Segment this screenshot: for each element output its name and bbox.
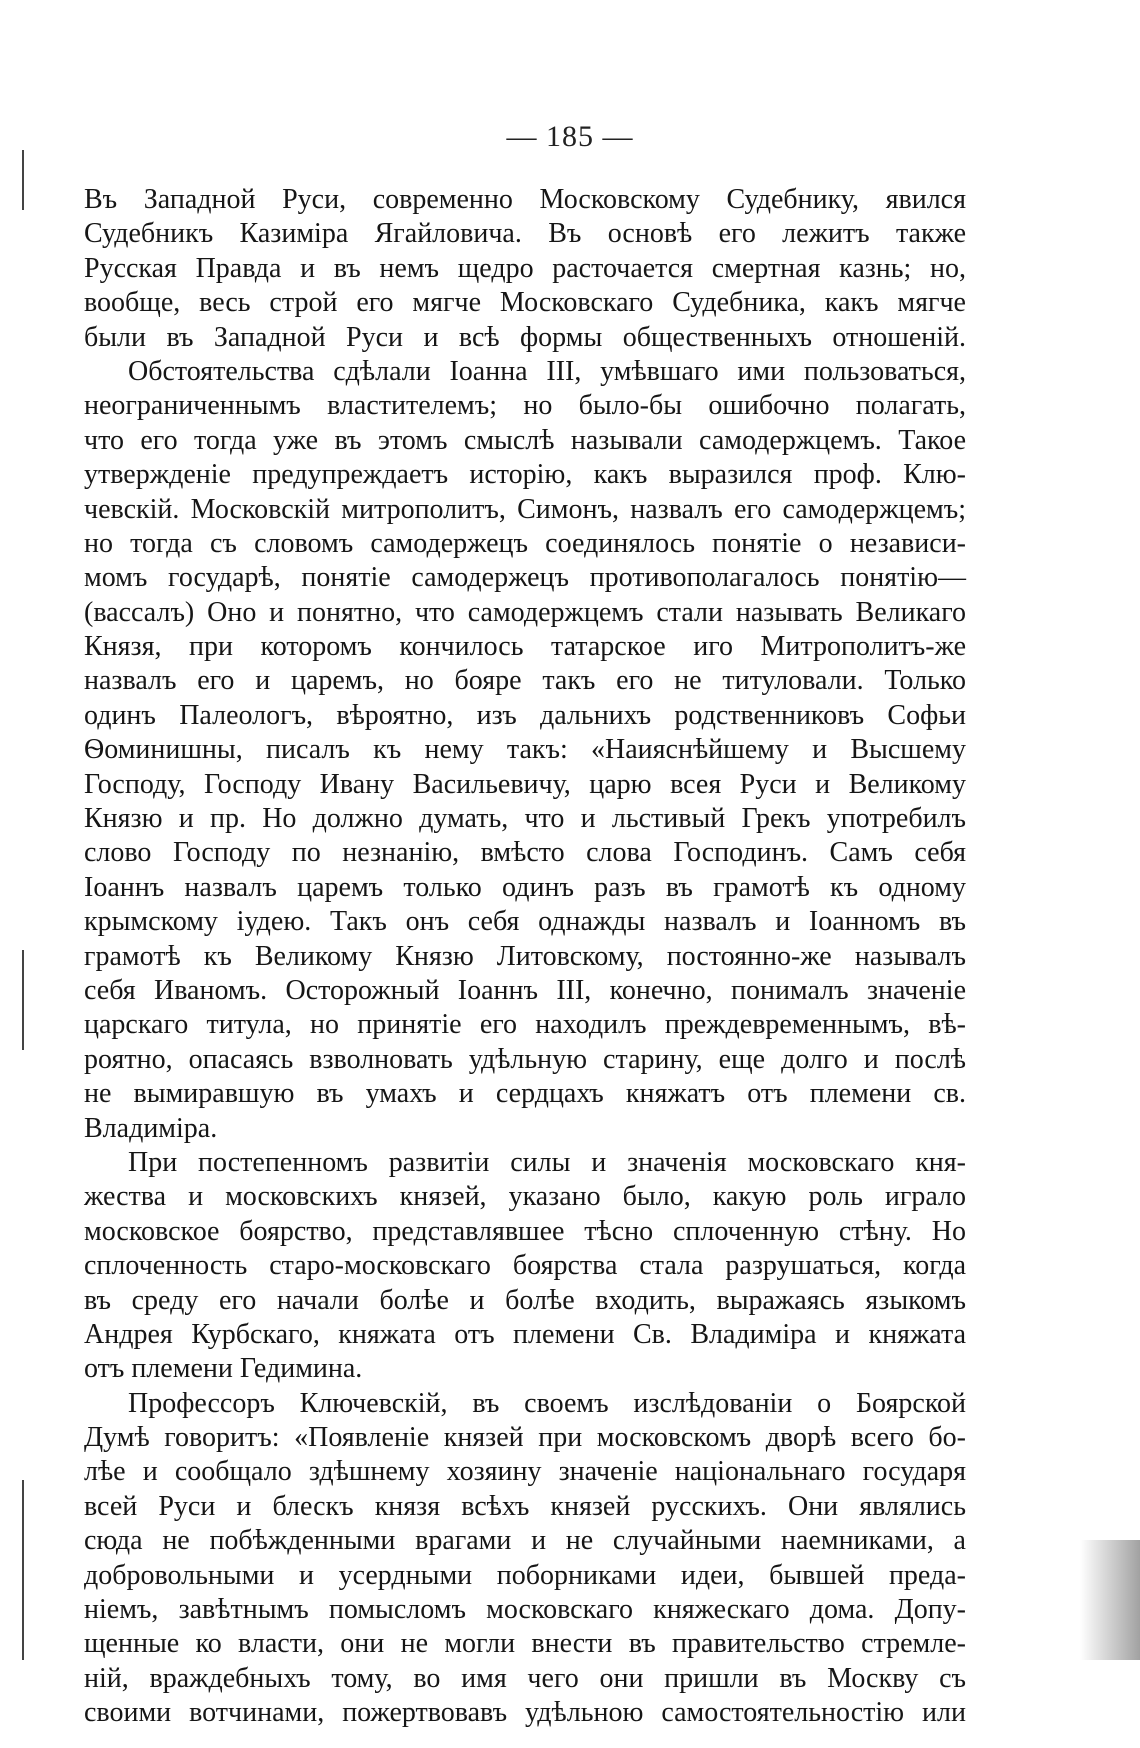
page-number: — 185 — <box>506 120 634 153</box>
text-line: неограниченнымъ властителемъ; но было-бы ошибочно полагать, <box>84 390 966 422</box>
text-line: Въ Западной Руси, современно Московскому Судебнику, явился <box>84 184 966 215</box>
text-line: Судебникъ Казиміра Ягайловича. Въ основѣ его лежитъ также <box>84 218 966 250</box>
text-line: сплоченность старо-московскаго боярства стала разрушаться, когда <box>84 1250 966 1282</box>
text-line: При постепенномъ развитіи силы и значенія московскаго кня- <box>128 1146 966 1178</box>
text-line: Господу, Господу Ивану Васильевичу, царю всея Руси и Великому <box>84 768 966 800</box>
text-line: добровольными и усердными поборниками идеи, бывшей преда- <box>84 1559 966 1591</box>
text-line: Ѳоминишны, писалъ къ нему такъ: «Наияснѣйшему и Высшему <box>84 734 966 766</box>
text-line: назвалъ его и царемъ, но бояре такъ его не титуловали. Только <box>84 665 966 697</box>
text-line: роятно, опасаясь взволновать удѣльную старину, еще долго и послѣ <box>84 1043 966 1075</box>
text-line: Владиміра. <box>84 1112 218 1144</box>
text-line: щенные ко власти, они не могли внести въ правительство стремле- <box>84 1628 966 1660</box>
text-line: слово Господу по незнанію, вмѣсто слова Господинъ. Самъ себя <box>84 837 966 869</box>
text-line: крымскому іудею. Такъ онъ себя однажды назвалъ и Іоанномъ въ <box>84 906 966 938</box>
text-line: отъ племени Гедимина. <box>84 1353 363 1385</box>
text-line: чевскій. Московскій митрополитъ, Симонъ, назвалъ его самодержцемъ; <box>84 493 966 525</box>
text-line: въ среду его начали болѣе и болѣе входить, выражаясь языкомъ <box>84 1284 966 1316</box>
text-line: но тогда съ словомъ самодержецъ соединялось понятіе о независи- <box>84 527 966 559</box>
text-line: ній, враждебныхъ тому, во имя чего они пришли въ Москву съ <box>84 1662 966 1694</box>
body-text <box>84 183 966 1731</box>
text-line: утвержденіе предупреждаетъ исторію, какъ выразился проф. Клю- <box>84 459 966 491</box>
text-line: были въ Западной Руси и всѣ формы общественныхъ отношеній. <box>84 321 966 353</box>
left-margin-rule <box>22 950 24 1050</box>
text-line: Андрея Курбскаго, княжата отъ племени Св. Владиміра и княжата <box>84 1318 966 1350</box>
left-margin-rule <box>22 1480 24 1660</box>
text-line: одинъ Палеологъ, вѣроятно, изъ дальнихъ родственниковъ Софьи <box>84 699 966 731</box>
text-line: грамотѣ къ Великому Князю Литовскому, постоянно-же называлъ <box>84 940 966 972</box>
text-line: своими вотчинами, пожертвовавъ удѣльною самостоятельностію или <box>84 1697 966 1729</box>
text-line: момъ государѣ, понятіе самодержецъ противополагалось понятію— <box>84 562 966 594</box>
text-line: что его тогда уже въ этомъ смыслѣ называли самодержцемъ. Такое <box>84 424 966 456</box>
text-line: (вассалъ) Оно и понятно, что самодержцемъ стали называть Великаго <box>84 596 966 628</box>
text-line: вообще, весь строй его мягче Московскаго Судебника, какъ мягче <box>84 287 966 319</box>
text-line: Думѣ говоритъ: «Появленіе князей при московскомъ дворѣ всего бо- <box>84 1422 966 1454</box>
text-line: царскаго титула, но принятіе его находилъ преждевременнымъ, вѣ- <box>84 1009 966 1041</box>
text-line: Обстоятельства сдѣлали Іоанна III, умѣвшаго ими пользоваться, <box>128 355 966 387</box>
scan-edge-shadow <box>1080 1540 1140 1660</box>
left-margin-rule <box>22 150 24 210</box>
text-line: не вымиравшую въ умахъ и сердцахъ княжатъ отъ племени св. <box>84 1078 966 1110</box>
text-line: себя Иваномъ. Осторожный Іоаннъ III, конечно, понималъ значеніе <box>84 974 966 1006</box>
text-line: всей Руси и блескъ князя всѣхъ князей русскихъ. Они являлись <box>84 1490 966 1522</box>
text-line: Князю и пр. Но должно думать, что и льстивый Грекъ употребилъ <box>84 803 966 835</box>
text-line: лѣе и сообщало здѣшнему хозяину значеніе національнаго государя <box>84 1456 966 1488</box>
text-line: Русская Правда и въ немъ щедро расточается смертная казнь; но, <box>84 252 966 284</box>
text-line: Профессоръ Ключевскій, въ своемъ изслѣдованіи о Боярской <box>128 1387 966 1419</box>
text-line: Іоаннъ назвалъ царемъ только одинъ разъ въ грамотѣ къ одному <box>84 871 966 903</box>
text-line: жества и московскихъ князей, указано было, какую роль играло <box>84 1181 966 1213</box>
text-line: ніемъ, завѣтнымъ помысломъ московскаго княжескаго дома. Допу- <box>84 1594 966 1626</box>
text-line: сюда не побѣжденными врагами и не случайными наемниками, а <box>84 1525 966 1557</box>
text-line: Князя, при которомъ кончилось татарское иго Митрополитъ-же <box>84 631 966 663</box>
text-line: московское боярство, представлявшее тѣсно сплоченную стѣну. Но <box>84 1215 966 1247</box>
